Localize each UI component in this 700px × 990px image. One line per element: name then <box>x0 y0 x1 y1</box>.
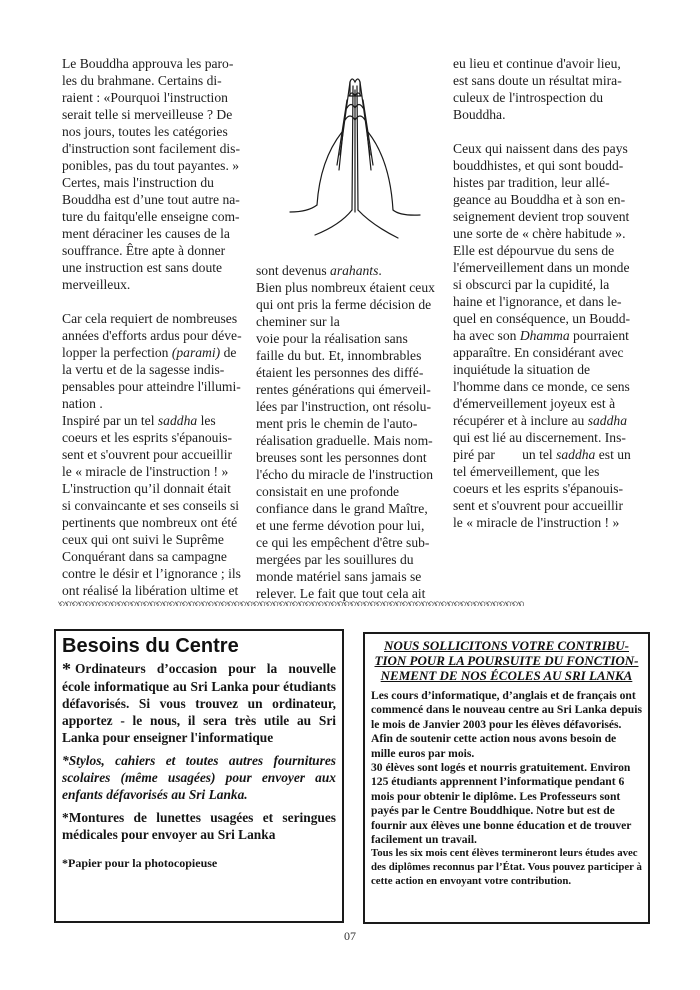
text-line: serait telle si merveilleuse ? De <box>62 107 233 122</box>
text-line: et une ferme dévotion pour lui, <box>256 518 425 533</box>
text-line: sont devenus arahants. <box>256 263 382 278</box>
appeal-title-line: TION POUR LA POURSUITE DU FONCTION- <box>374 653 639 668</box>
need-item-computers <box>62 660 336 746</box>
text-line: nos jours, toutes les catégories <box>62 124 228 139</box>
text-line: L'instruction qu’il donnait était <box>62 481 231 496</box>
text-line: inquiétude la situation de <box>453 362 591 377</box>
text-line: ponibles, pas du tout payantes. » <box>62 158 240 173</box>
text-line: Inspiré par un tel saddha les <box>62 413 216 428</box>
text-line: l'homme dans ce monde, ce sens <box>453 379 630 394</box>
text-line: la vertu et de la sagesse indis- <box>62 362 225 377</box>
praying-hands-icon <box>280 60 430 245</box>
text-line: le « miracle de l'instruction ! » <box>453 515 620 530</box>
text-line: qui ont pris la ferme décision de <box>256 297 432 312</box>
text-line: les du brahmane. Certains di- <box>62 73 222 88</box>
text-line: Le Bouddha approuva les paro- <box>62 56 234 71</box>
text-line: une sorte de « chère habitude ». <box>453 226 626 241</box>
text-line: seignement devient trop souvent <box>453 209 630 224</box>
text-line: geance au Bouddha et à son en- <box>453 192 626 207</box>
text-line: ment déraciner les causes de la <box>62 226 230 241</box>
text-line: raient : «Pourquoi l'instruction <box>62 90 228 105</box>
text-line: contre le désir et l’ignorance ; ils <box>62 566 241 581</box>
text-line: Ceux qui naissent dans des pays <box>453 141 628 156</box>
text-line: eu lieu et continue d'avoir lieu, <box>453 56 621 71</box>
need-item-text: Ordinateurs d’occasion pour la nouvelle école informatique au Sri Lanka pour étudiants défavorisés. Si vous trouvez un ordinateur, apportez - le nous, il sera très utile au Sri Lanka pour enseigner l'informatique <box>62 661 336 745</box>
text-line: Bien plus nombreux étaient ceux <box>256 280 435 295</box>
text-line: est sans doute un résultat mira- <box>453 73 622 88</box>
needs-box-title: Besoins du Centre <box>62 635 239 657</box>
text-line: si obscurci par la cupidité, la <box>453 277 610 292</box>
text-line: nation . <box>62 396 103 411</box>
appeal-paragraph: Les cours d’informatique, d’anglais et de français ont commencé dans le nouveau centre au Sri Lanka depuis le mois de Janvier 2003 pour les élèves défavorisés. Afin de soutenir cette action nous avons besoin de mille euros par mois. <box>371 689 642 760</box>
text-line: Certes, mais l'instruction du <box>62 175 214 190</box>
paragraph-gap <box>62 293 267 310</box>
appeal-paragraph: Tous les six mois cent élèves termineront leurs études avec des diplômes reconnus par l’État. Vous pouvez participer à cette action en envoyant votre contribution. <box>371 847 642 887</box>
text-line: si convaincante et ses conseils si <box>62 498 240 513</box>
text-line: consistait en une profonde <box>256 484 400 499</box>
text-line: sent et s'ouvrent pour accueillir <box>62 447 233 462</box>
text-line: rentes générations qui émerveil- <box>256 382 431 397</box>
appeal-paragraph: 30 élèves sont logés et nourris gratuitement. Environ 125 étudiants apprennent l’informatique pendant 6 mois pour obtenir le diplôme. Les Professeurs sont payés par le Centre Bouddhique. Notre but est de fournir aux élèves une bonne éducation et de trouver facilement un travail. <box>371 761 632 847</box>
text-line: monde matériel sans jamais se <box>256 569 422 584</box>
text-line: souffrance. Être apte à donner <box>62 243 226 258</box>
text-line: coeurs et les esprits s'épanouis- <box>62 430 233 445</box>
text-line: apparaître. En considérant avec <box>453 345 624 360</box>
text-line: sent et s'ouvrent pour accueillir <box>453 498 624 513</box>
text-line: ture du faitqu'elle enseigne com- <box>62 209 240 224</box>
text-line: confiance dans le grand Maître, <box>256 501 428 516</box>
text-line: pensables pour atteindre l'illumi- <box>62 379 241 394</box>
text-line: piré par un tel saddha est un <box>453 447 631 462</box>
ornamental-divider: ꩫꩫꩫꩫꩫꩫꩫꩫꩫꩫꩫꩫꩫꩫꩫꩫꩫꩫꩫꩫꩫꩫꩫꩫꩫꩫꩫꩫꩫꩫꩫꩫꩫꩫꩫꩫꩫꩫꩫꩫꩫꩫꩫꩫꩫꩫꩫꩫꩫꩫꩫꩫꩫꩫꩫꩫꩫꩫꩫꩫꩫꩫꩫꩫꩫꩫꩫꩫꩫꩫꩫꩫ <box>58 598 525 609</box>
text-line: Conquérant dans sa campagne <box>62 549 227 564</box>
text-line: années d'efforts ardus pour déve- <box>62 328 242 343</box>
text-line: bouddhistes, et qui sont boudd- <box>453 158 624 173</box>
text-line: haine et l'ignorance, et dans le- <box>453 294 622 309</box>
need-item-glasses-syringes: *Montures de lunettes usagées et seringues médicales pour envoyer au Sri Lanka <box>62 810 336 842</box>
text-line: ont réalisé la libération ultime et <box>62 583 239 598</box>
text-line: faille du but. Et, innombrables <box>256 348 422 363</box>
text-line: d'instruction sont facilement dis- <box>62 141 240 156</box>
text-line: breuses sont les personnes dont <box>256 450 427 465</box>
text-line: coeurs et les esprits s'épanouis- <box>453 481 624 496</box>
asterisk-icon: * <box>62 659 71 679</box>
text-line: quel en conséquence, un Boudd- <box>453 311 631 326</box>
text-line: une instruction est sans doute <box>62 260 223 275</box>
text-line: lées par l'instruction, ont résolu- <box>256 399 431 414</box>
appeal-title-line: NEMENT DE NOS ÉCOLES AU SRI LANKA <box>380 668 633 683</box>
text-line: relever. Le fait que tout cela ait <box>256 586 426 601</box>
text-line: tel émerveillement, que les <box>453 464 600 479</box>
text-line: mergées par les souillures du <box>256 552 414 567</box>
text-line: ha avec son Dhamma pourraient <box>453 328 629 343</box>
needs-box <box>54 629 344 923</box>
page-number: 07 <box>344 929 356 943</box>
text-line: Car cela requiert de nombreuses <box>62 311 238 326</box>
appeal-body <box>371 689 642 888</box>
need-item-paper: *Papier pour la photocopieuse <box>62 856 218 870</box>
text-line: Elle est dépourvue du sens de <box>453 243 615 258</box>
text-line: récupérer et à inclure au saddha <box>453 413 627 428</box>
text-line: qui est lié au discernement. Ins- <box>453 430 626 445</box>
text-line: Bouddha est d’une tout autre na- <box>62 192 240 207</box>
article-column-3 <box>453 55 653 531</box>
need-item-school-supplies: *Stylos, cahiers et toutes autres fournitures scolaires (même usagées) pour envoyer aux enfants défavorisés au Sri Lanka. <box>62 753 336 802</box>
praying-hands-illustration <box>280 60 430 245</box>
text-line: ceux qui ont suivi le Suprême <box>62 532 224 547</box>
text-line: l'émerveillement dans un monde <box>453 260 630 275</box>
text-line: ce qui les empêchent d'être sub- <box>256 535 430 550</box>
appeal-title <box>371 638 642 683</box>
article-column-2 <box>256 262 446 602</box>
text-line: merveilleux. <box>62 277 131 292</box>
text-line: le « miracle de l'instruction ! » <box>62 464 229 479</box>
article-column-1 <box>62 55 267 599</box>
text-line: pertinents que nombreux ont été <box>62 515 238 530</box>
text-line: lopper la perfection (parami) de <box>62 345 237 360</box>
text-line: voie pour la réalisation sans <box>256 331 408 346</box>
text-line: culeux de l'introspection du <box>453 90 604 105</box>
text-line: cheminer sur la <box>256 314 340 329</box>
contribution-appeal-box <box>363 632 650 924</box>
paragraph-gap <box>453 123 653 140</box>
text-line: réalisation graduelle. Mais nom- <box>256 433 433 448</box>
appeal-title-line: NOUS SOLLICITONS VOTRE CONTRIBU- <box>384 638 629 653</box>
text-line: d'émerveillement joyeux est à <box>453 396 616 411</box>
text-line: Bouddha. <box>453 107 506 122</box>
text-line: l'écho du miracle de l'instruction <box>256 467 434 482</box>
text-line: étaient les personnes des diffé- <box>256 365 424 380</box>
text-line: histes par tradition, leur allé- <box>453 175 610 190</box>
text-line: ment pris le chemin de l'auto- <box>256 416 418 431</box>
